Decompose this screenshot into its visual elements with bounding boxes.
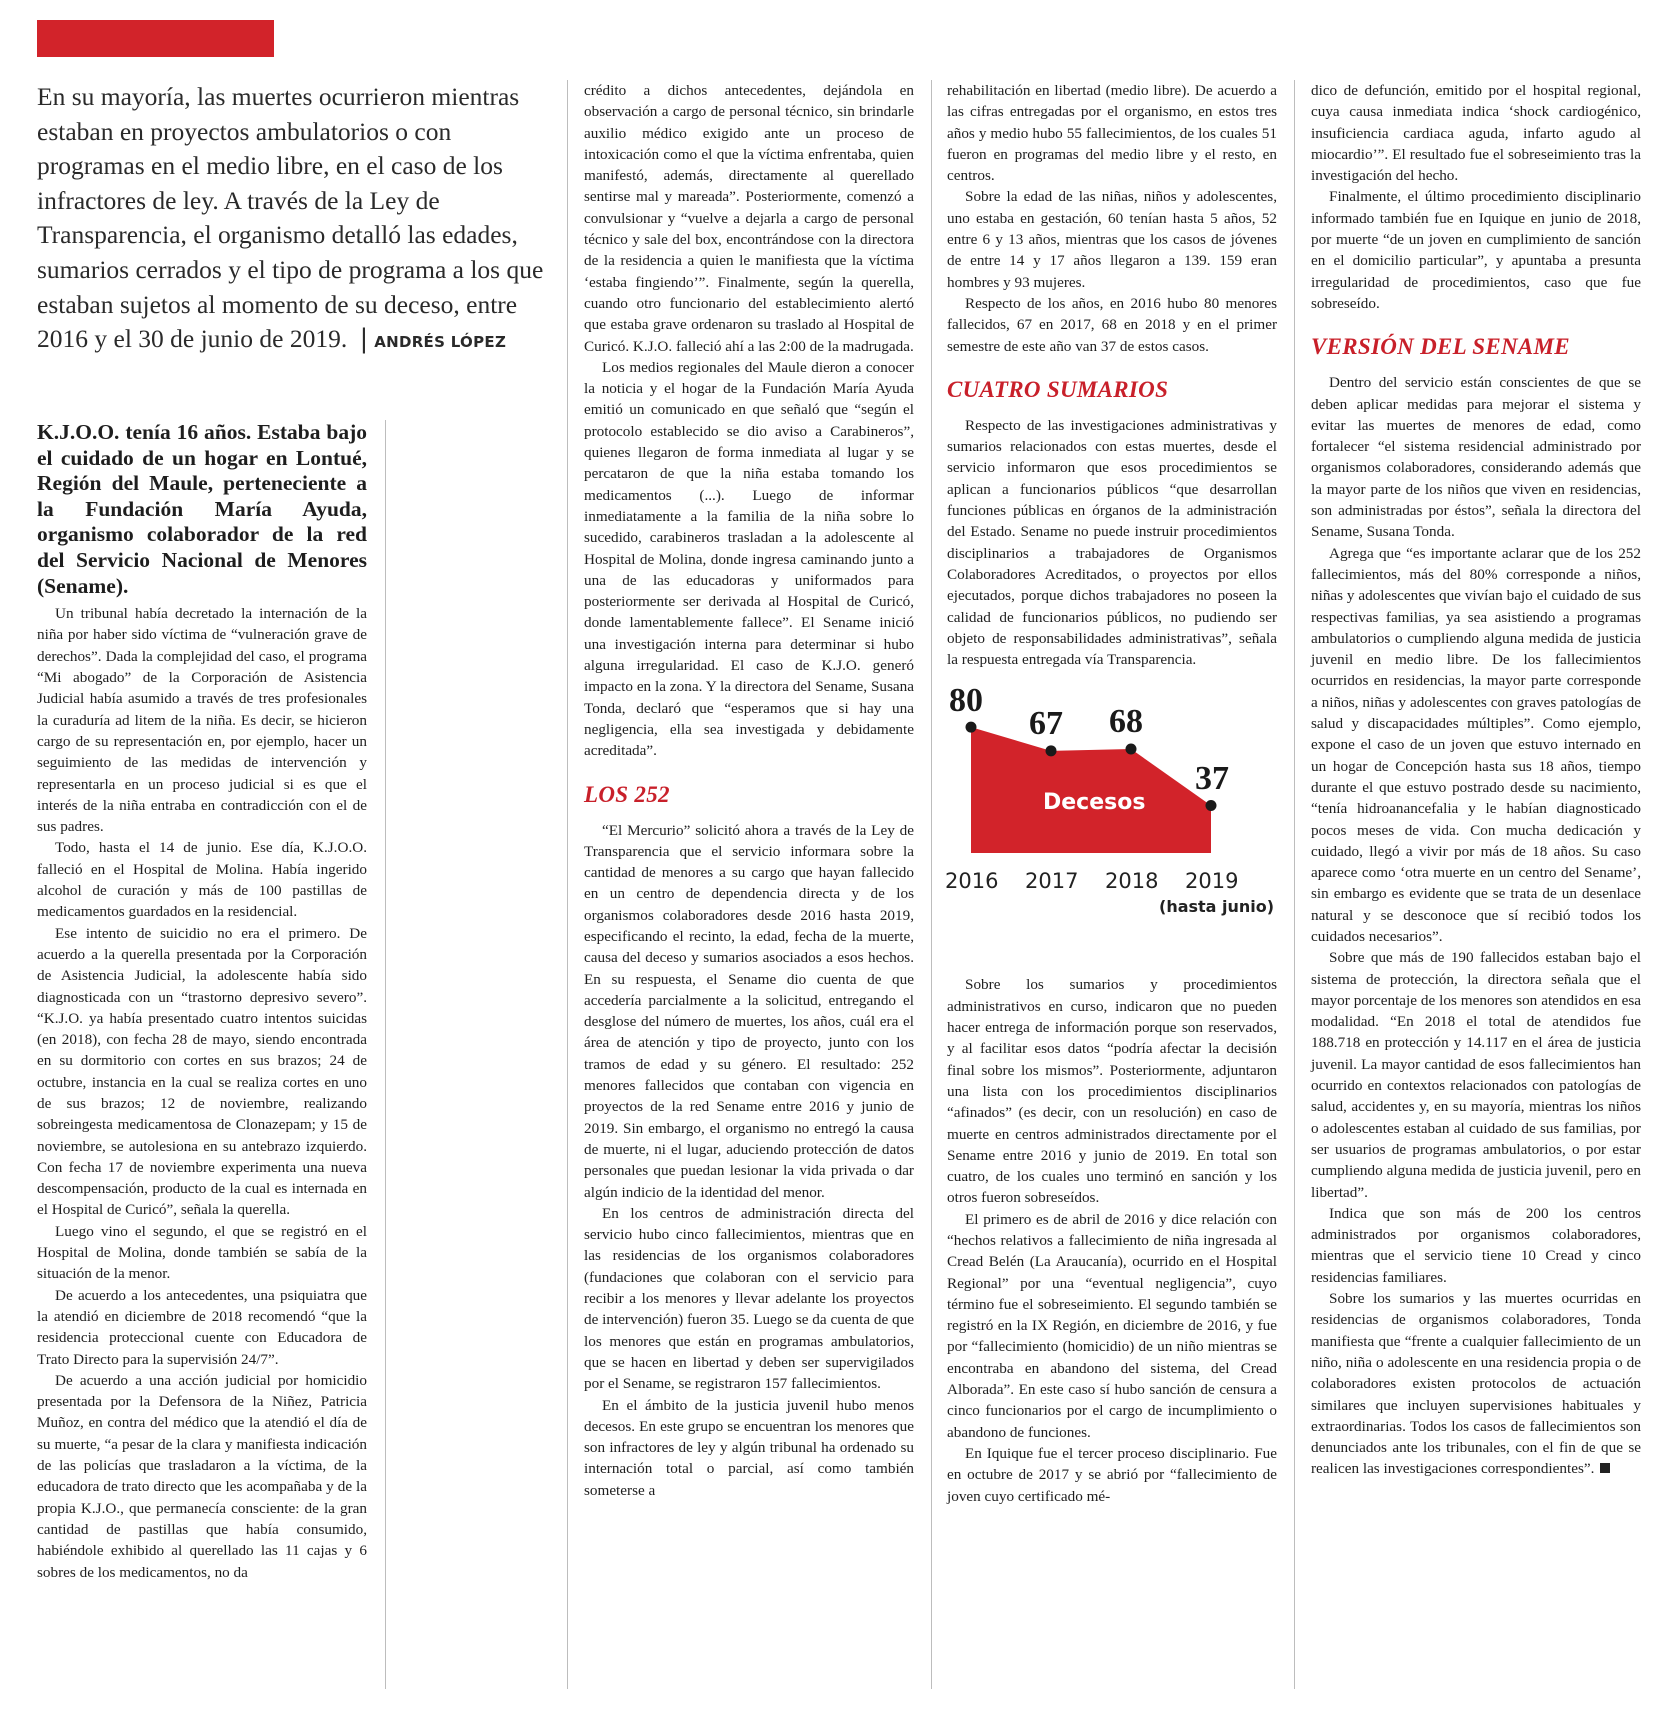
body-paragraph: “El Mercurio” solicitó ahora a través de la Ley de Transparencia que el servicio informara sobre la cantidad de menores a su cargo que hayan fallecido en un centro de dependencia directa y de los organismos colaboradores desde 2016 hasta 2019, especificando el recinto, la edad, fecha de la muerte, causa del deceso y sumarios asociados a esos hechos. En su respuesta, el Sename dio cuenta de que accedería parcialmente a la solicitud, entregando el desglose del número de muertes, los años, cuál era el área de atención y tipo de proyecto, junto con los tramos de edad y su género. El resultado: 252 menores fallecidos que contaban con vigencia en proyectos de la red Sename entre 2016 y junio de 2019. Sin embargo, el organismo no entregó la causa de muerte, ni el lugar, aduciendo protección de datos personales que puedan lesionar la vida privada o dar algún indicio de la identidad del menor.	[584, 821, 914, 1201]
subheading-los-252: LOS 252	[584, 781, 670, 807]
body-paragraph	[1311, 1288, 1641, 1480]
body-paragraph: Ese intento de suicidio no era el primero. De acuerdo a la querella presentada por la Corporación de Asistencia Judicial, la adolescente había sido diagnosticada con un “trastorno depresivo severo”. “K.J.O. ya había presentado cuatro intentos suicidas (en 2018), con fecha 28 de mayo, siendo encontrada en su dormitorio con cortes en sus brazos; 24 de octubre, instancia en la cual se realiza cortes en uno de sus brazos; 12 de noviembre, realizando sobreingesta medicamentosa de Clonazepam; y 15 de noviembre, se autolesiona en su antebrazo izquierdo. Con fecha 17 de noviembre experimenta una nueva descompensación, producto de la cual es internada en el Hospital de Curicó”, señala la querella.	[37, 924, 367, 1219]
data-label: 80	[949, 681, 983, 719]
body-paragraph: dico de defunción, emitido por el hospital regional, cuya causa inmediata indica ‘shock cardiogénico, insuficiencia cardiaca aguda, infarto agudo al miocardio’”. El resultado fue el sobreseimiento tras la investigación del hecho.	[1311, 82, 1641, 185]
body-paragraph: rehabilitación en libertad (medio libre). De acuerdo a las cifras entregadas por el organismo, en estos tres años y medio hubo 55 fallecimientos, de los cuales 51 fueron en programas del medio libre y el resto, en centros.	[947, 82, 1277, 185]
article-column-4	[1311, 80, 1641, 1480]
lead-text: En su mayoría, las muertes ocurrieron mientras estaban en proyectos ambulatorios o con programas en el medio libre, en el caso de los infractores de ley. A través de la Ley de Transparencia, el organismo detalló las edades, sumarios cerrados y el tipo de programa a los que estaban sujetos al momento de su deceso, entre 2016 y el 30 de junio de 2019.	[37, 82, 544, 354]
chart-series-label: Decesos	[1043, 790, 1146, 816]
body-paragraph: En el ámbito de la justicia juvenil hubo menos decesos. En este grupo se encuentran los menores que son infractores de ley y algún tribunal ha ordenado su internación total o parcial, así como también someterse a	[584, 1396, 914, 1499]
body-paragraph: El primero es de abril de 2016 y dice relación con “hechos relativos a fallecimiento de niña ingresada al Cread Belén (La Araucanía), ocurrido en el Hospital Regional” por una “eventual negligencia”, cuyo término fue el sobreseimiento. El segundo también se registró en la IX Región, en diciembre de 2016, y fue por “fallecimiento (homicidio) de un niño mientras se encontraba en abandono del sistema, del Cread Alborada”. En este caso sí hubo sanción de censura a cinco funcionarios por el cargo de incumplimiento o abandono de funciones.	[947, 1210, 1277, 1441]
byline-separator: |	[359, 324, 369, 355]
column-rule	[1294, 80, 1295, 1689]
body-paragraph: crédito a dichos antecedentes, dejándola en observación a cargo de personal técnico, sin brindarle auxilio médico exigido ante un proceso de intoxicación como el que la víctima enfrentaba, quien manifestó, además, directamente al querellado sentirse mal y mareada”. Posteriormente, comenzó a convulsionar y “vuelve a dejarla a cargo de personal técnico y sale del box, encontrándose con la directora de la residencia a quien le manifiesta que la víctima ‘estaba fingiendo’”. Finalmente, según la querella, cuando otro funcionario del establecimiento alertó que estaba grave ordenaron su traslado al Hospital de Curicó. K.J.O. falleció ahí a las 2:00 de la madrugada.	[584, 82, 914, 355]
body-paragraph-text: Sobre los sumarios y las muertes ocurridas en residencias de organismos colaboradores, Tonda manifiesta que “frente a cualquier fallecimiento de un niño, niña o adolescente en una residencia propia o de colaboradores existen protocolos de actuación similares que incluyen supervisiones habituales y extraordinarias. Todos los casos de fallecimientos son denunciados ante los tribunales, con el fin de que se realicen las investigaciones correspondientes”.	[1311, 1290, 1641, 1478]
data-point	[1126, 744, 1137, 755]
x-tick-label: 2018	[1105, 869, 1159, 894]
column-rule	[931, 80, 932, 1689]
end-mark	[1600, 1463, 1610, 1473]
data-label: 67	[1029, 705, 1063, 743]
body-paragraph: Sobre que más de 190 fallecidos estaban bajo el sistema de protección, la directora señala que el mayor porcentaje de los menores son atendidos en esa modalidad. “En 2018 el total de atendidos fue 188.718 en protección y 14.117 en el área de justicia juvenil. La mayor cantidad de esos fallecimientos han ocurrido en contextos relacionados con patologías de salud, accidentes y, en su mayoría, mientras los niños o adolescentes estaban al cuidado de sus familias, por ser usuarios de programas ambulatorios, o por estar cumpliendo alguna medida de justicia juvenil, pero en libertad”.	[1311, 949, 1641, 1201]
lead-block	[37, 80, 549, 360]
body-paragraph: En Iquique fue el tercer proceso disciplinario. Fue en octubre de 2017 y se abrió por “fallecimiento de joven cuyo certificado mé-	[947, 1444, 1277, 1505]
body-paragraph: De acuerdo a los antecedentes, una psiquiatra que la atendió en diciembre de 2018 recomendó “que la residencia proteccional cuente con Educadora de Trato Directo para la supervisión 24/7”.	[37, 1286, 367, 1368]
section-red-bar	[37, 20, 274, 57]
data-label: 68	[1109, 703, 1143, 741]
intro-paragraph: K.J.O.O. tenía 16 años. Estaba bajo el cuidado de un hogar en Lontué, Región del Maule, perteneciente a la Fundación María Ayuda, organismo colaborador de la red del Servicio Nacional de Menores (Sename).	[37, 420, 367, 598]
body-paragraph: En los centros de administración directa del servicio hubo cinco fallecimientos, mientras que en las residencias de los organismos colaboradores (fundaciones que colaboran con el servicio para recibir a los menores y llevar adelante los proyectos de intervención) fueron 35. Luego se da cuenta de que los menores que están en programas ambulatorios, que se hacen en libertad y deben ser supervigilados por el Sename, se registraron 157 fallecimientos.	[584, 1204, 914, 1393]
deaths-area-chart	[945, 681, 1277, 928]
x-tick-label: 2017	[1025, 869, 1079, 894]
x-tick-label: 2016	[945, 869, 999, 894]
subheading-version-del-sename: VERSIÓN DEL SENAME	[1311, 334, 1570, 360]
body-paragraph: Luego vino el segundo, el que se registró en el Hospital de Molina, donde también se sabía de la situación de la menor.	[37, 1222, 367, 1283]
body-paragraph: Un tribunal había decretado la internación de la niña por haber sido víctima de “vulneración grave de derechos”. Dada la complejidad del caso, el programa “Mi abogado” de la Corporación de Asistencia Judicial había asumido a través de tres profesionales la curaduría ad litem de la niña. Es decir, se hicieron cargo de su representación en, por ejemplo, hacer un seguimiento de las medidas de intervención y representarla en un proceso judicial si es que el interés de la niña entraba en contradicción con el de sus padres.	[37, 605, 367, 836]
body-paragraph: Agrega que “es importante aclarar que de los 252 fallecimientos, más del 80% corresponde a niños, niñas y adolescentes que vivían bajo el cuidado de sus respectivas familias, ya sea asistiendo a programas ambulatorios o cumpliendo alguna medida de justicia juvenil en medio libre. De los fallecimientos ocurridos en residencias, la mayor parte corresponde a niños, niñas y adolescentes con graves patologías de salud y discapacidades múltiples”. Como ejemplo, expone el caso de un joven que estuvo internado en un hogar de Concepción hasta sus 18 años, tiempo durante el que estuvo postrado desde su nacimiento, “tenía hidroanancefalia y le habían diagnosticado pocos meses de vida. Con mucha dedicación y cuidado, llegó a vivir por más de 18 años. Su caso aparece como ‘otra muerte en un centro del Sename’, sin embargo es evidente que se trata de un desenlace natural y se desconoce que sí recibió todos los cuidados necesarios”.	[1311, 544, 1641, 945]
subheading-cuatro-sumarios: CUATRO SUMARIOS	[947, 376, 1169, 402]
data-point	[966, 722, 977, 733]
article-column-1	[37, 420, 367, 1583]
body-paragraph: De acuerdo a una acción judicial por homicidio presentada por la Defensora de la Niñez, Patricia Muñoz, en contra del médico que la atendió el día de su muerte, “a pesar de la clara y manifiesta indicación de las policías que trasladaron a la víctima, de la educadora de trato directo que les acompañaba y de la propia K.J.O., que permanecía consciente: de la gran cantidad de pastillas que había consumido, habiéndole exhibido al querellado las 11 cajas y 6 sobres de los medicamentos, no da	[37, 1371, 367, 1581]
body-paragraph: Sobre la edad de las niñas, niños y adolescentes, uno estaba en gestación, 60 tenían hasta 5 años, 52 entre 6 y 13 años, mientras que los casos de jóvenes de entre 14 y 17 años llegaron a 139. 159 eran hombres y 93 mujeres.	[947, 188, 1277, 291]
column-rule	[567, 80, 568, 1689]
data-point	[1206, 800, 1217, 811]
body-paragraph: Los medios regionales del Maule dieron a conocer la noticia y el hogar de la Fundación María Ayuda emitió un comunicado en que señaló que “según el protocolo establecido se dio aviso a Carabineros”, quienes llegaron de forma inmediata al lugar y se percataron de que la niña estaba tomando los medicamentos (...). Luego de informar inmediatamente a la familia de la niña sobre lo sucedido, carabineros trasladan a la adolescente al Hospital de Molina, donde ingresa caminando junto a una de las educadoras y uniformados para posteriormente ser derivada al Hospital de Curicó, donde lamentablemente fallece”. El Sename inició una investigación interna para determinar si hubo alguna irregularidad. El caso de K.J.O. generó impacto en la zona. Y la directora del Sename, Susana Tonda, declaró que “esperamos que si hay una negligencia, ella sea investigada y debidamente acreditada”.	[584, 358, 914, 760]
x-note: (hasta junio)	[1159, 897, 1275, 917]
body-paragraph: Respecto de los años, en 2016 hubo 80 menores fallecidos, 67 en 2017, 68 en 2018 y en el primer semestre de este año van 37 de estos casos.	[947, 294, 1277, 355]
column-rule	[385, 420, 386, 1689]
data-point	[1046, 746, 1057, 757]
body-paragraph: Sobre los sumarios y procedimientos administrativos en curso, indicaron que no pueden hacer entrega de información porque son reservados, y al facilitar esos datos “podría afectar la decisión final sobre los mismos”. Posteriormente, adjuntaron una lista con los procedimientos disciplinarios “afinados” (es decir, con un resolución) en caso de muerte en centros administrados directamente por el Sename entre 2016 y junio de 2019. En total son cuatro, de los cuales uno terminó en sanción y los otros fueron sobreseídos.	[947, 976, 1277, 1207]
article-column-2	[584, 80, 914, 1501]
data-label: 37	[1195, 759, 1229, 797]
body-paragraph: Finalmente, el último procedimiento disciplinario informado también fue en Iquique en junio de 2018, por muerte “de un joven en cumplimiento de sanción en el domicilio particular”, y apuntaba a presunta irregularidad de procedimientos, caso que fue sobreseído.	[1311, 188, 1641, 312]
article-column-3	[947, 80, 1277, 1507]
body-paragraph: Todo, hasta el 14 de junio. Ese día, K.J.O.O. falleció en el Hospital de Molina. Había ingerido alcohol de curación y más de 100 pastillas de medicamentos guardados en la residencial.	[37, 839, 367, 921]
x-tick-label: 2019	[1185, 869, 1239, 894]
body-paragraph: Dentro del servicio están conscientes de que se deben aplicar medidas para mejorar el sistema y evitar las muertes de menores de edad, como fortalecer “el sistema residencial administrado por organismos colaboradores, considerando además que la mayor parte de los niños que viven en residencias, son administradas por éstos”, señala la directora del Sename, Susana Tonda.	[1311, 374, 1641, 541]
lead-paragraph	[37, 80, 549, 360]
body-paragraph: Indica que son más de 200 los centros administrados por organismos colaboradores, mientras que el servicio tiene 10 Cread y cinco residencias familiares.	[1311, 1204, 1641, 1286]
body-paragraph: Respecto de las investigaciones administrativas y sumarios relacionados con estas muertes, desde el servicio informaron que esos procedimientos se aplican a funcionarios públicos “que desarrollan funciones públicas en órganos de la administración del Estado. Sename no puede instruir procedimientos disciplinarios a trabajadores de Organismos Colaboradores Acreditados, o proyectos por ellos ejecutados, porque dichos trabajadores no poseen la calidad de funcionarios públicos, no pudiendo ser objeto de responsabilidades administrativas”, señala la respuesta entregada vía Transparencia.	[947, 416, 1277, 669]
byline: ANDRÉS LÓPEZ	[374, 333, 507, 352]
